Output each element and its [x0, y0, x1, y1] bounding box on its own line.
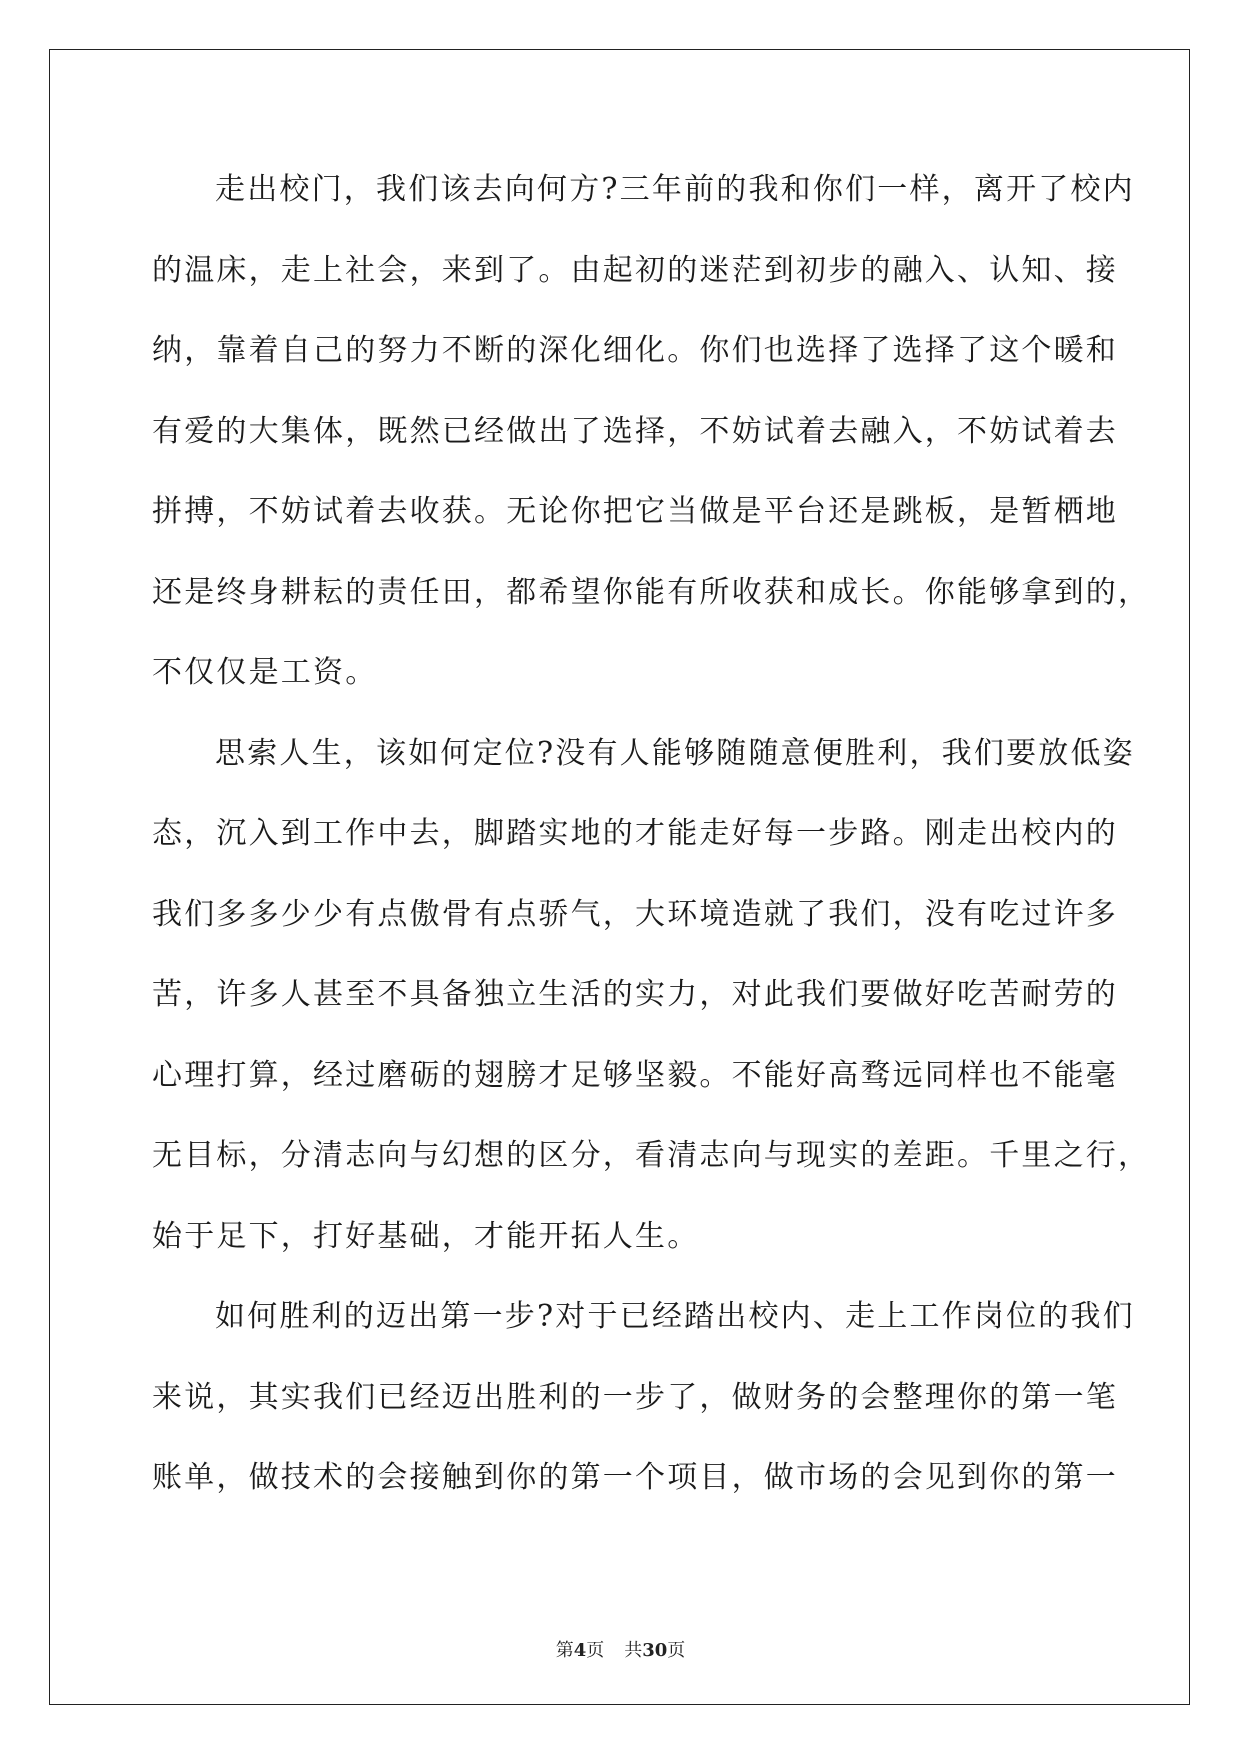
document-body: [152, 160, 1151, 1529]
page-total: 30: [642, 1640, 668, 1661]
text-line: 始于足下，打好基础，才能开拓人生。: [152, 1218, 700, 1254]
text-line: 走出校门，我们该去向何方?三年前的我和你们一样，离开了校内: [215, 172, 1135, 207]
total-prefix: 共: [624, 1640, 643, 1661]
text-line: 我们多多少少有点傲骨有点骄气，大环境造就了我们，没有吃过许多: [152, 896, 1118, 932]
text-line: 纳，靠着自己的努力不断的深化细化。你们也选择了选择了这个暖和: [152, 333, 1118, 368]
text-line: 账单，做技术的会接触到你的第一个项目，做市场的会见到你的第一: [152, 1460, 1118, 1495]
page-suffix: 页: [586, 1640, 605, 1661]
text-line: 有爱的大集体，既然已经做出了选择，不妨试着去融入，不妨试着去: [152, 413, 1118, 449]
text-line: 的温床，走上社会，来到了。由起初的迷茫到初步的融入、认知、接: [152, 252, 1118, 288]
text-line: 还是终身耕耘的责任田，都希望你能有所收获和成长。你能够拿到的，: [152, 574, 1151, 610]
page-footer: [0, 1636, 1241, 1662]
total-suffix: 页: [667, 1640, 686, 1661]
text-line: 不仅仅是工资。: [152, 655, 378, 690]
text-line: 思索人生，该如何定位?没有人能够随随意便胜利，我们要放低姿: [215, 735, 1135, 771]
text-line: 心理打算，经过磨砺的翅膀才足够坚毅。不能好高骛远同样也不能毫: [152, 1057, 1118, 1093]
page-prefix: 第: [555, 1640, 574, 1661]
text-line: 苦，许多人甚至不具备独立生活的实力，对此我们要做好吃苦耐劳的: [152, 977, 1118, 1012]
page-current: 4: [573, 1640, 587, 1661]
text-line: 无目标，分清志向与幻想的区分，看清志向与现实的差距。千里之行，: [152, 1138, 1151, 1173]
text-line: 拼搏，不妨试着去收获。无论你把它当做是平台还是跳板，是暂栖地: [152, 494, 1118, 529]
text-line: 来说，其实我们已经迈出胜利的一步了，做财务的会整理你的第一笔: [152, 1379, 1118, 1415]
text-line: 态，沉入到工作中去，脚踏实地的才能走好每一步路。刚走出校内的: [152, 816, 1118, 851]
text-line: 如何胜利的迈出第一步?对于已经踏出校内、走上工作岗位的我们: [215, 1299, 1135, 1334]
